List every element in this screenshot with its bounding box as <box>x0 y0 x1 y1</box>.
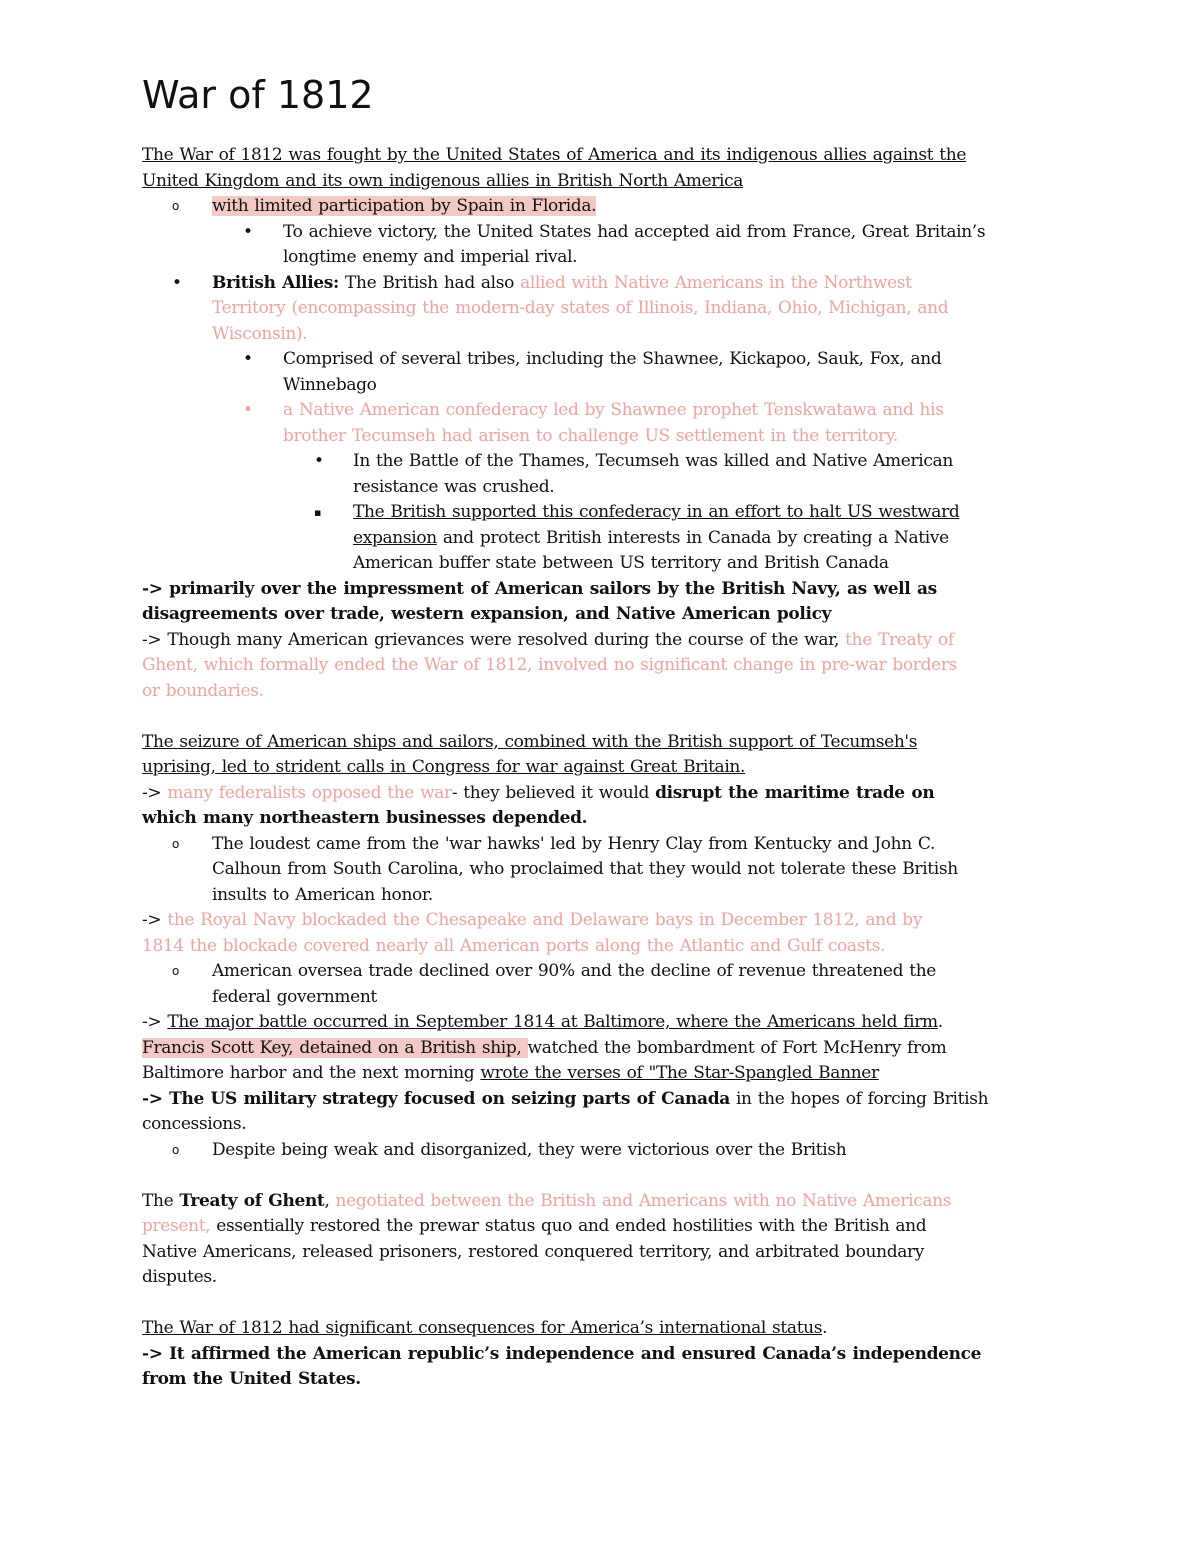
blockade-line-1 <box>142 908 1072 934</box>
british-allies-pink-3: Wisconsin). <box>212 323 308 344</box>
list-item-spain <box>142 194 1072 220</box>
circle-bullet-icon: o <box>172 1142 179 1157</box>
federalists-arrow: -> <box>142 782 168 803</box>
treaty-line-3: Native Americans, released prisoners, restored conquered territory, and arbitrated boundary <box>142 1241 925 1262</box>
support-line-2-text: and protect British interests in Canada by creating a Native <box>436 527 949 548</box>
victorious-line: Despite being weak and disorganized, they were victorious over the British <box>212 1139 847 1160</box>
impressment-line-2: disagreements over trade, western expansion, and Native American policy <box>142 604 832 624</box>
war-hawks-line-2: Calhoun from South Carolina, who proclaimed that they would not tolerate these British <box>212 859 958 879</box>
strategy-line-1 <box>142 1087 1072 1113</box>
spain-highlight: with limited participation by Spain in Florida. <box>212 196 597 216</box>
strategy-text: in the hopes of forcing British <box>729 1088 989 1109</box>
list-item-thames <box>142 449 1072 475</box>
consequences-underlined: The War of 1812 had significant consequences for America’s international status <box>142 1318 823 1338</box>
treaty-the: The <box>142 1190 180 1211</box>
spacer <box>142 1163 1072 1189</box>
support-line-2 <box>142 526 1072 552</box>
tribes-line-1: Comprised of several tribes, including the Shawnee, Kickapoo, Sauk, Fox, and <box>283 349 942 369</box>
trade-line-1: American oversea trade declined over 90% and the decline of revenue threatened the <box>212 961 937 981</box>
ghent-line-3: or boundaries. <box>142 680 264 701</box>
bullet-icon: • <box>314 451 324 471</box>
blockade-pink-2: 1814 the blockade covered nearly all American ports along the Atlantic and Gulf coasts. <box>142 935 885 956</box>
war-hawks-line-1: The loudest came from the 'war hawks' led by Henry Clay from Kentucky and John C. <box>212 833 936 854</box>
list-item-support <box>142 500 1072 526</box>
bullet-icon: • <box>243 349 253 369</box>
treaty-comma: , <box>324 1190 336 1211</box>
thames-line-2: resistance was crushed. <box>353 476 555 497</box>
seizure-line-1: The seizure of American ships and sailors, combined with the British support of Tecumseh's <box>142 731 918 752</box>
treaty-line-1 <box>142 1189 1072 1215</box>
british-allies-pink-2: Territory (encompassing the modern-day states of Illinois, Indiana, Ohio, Michigan, and <box>212 298 949 318</box>
federalists-line-1 <box>142 781 1072 807</box>
france-line-2: longtime enemy and imperial rival. <box>283 247 578 267</box>
strategy-line-2: concessions. <box>142 1114 247 1134</box>
key-highlight: Francis Scott Key, detained on a British ship, <box>142 1037 528 1058</box>
square-bullet-icon: ▪ <box>314 506 322 519</box>
federalists-text: - they believed it would <box>451 782 656 803</box>
key-line-1 <box>142 1036 1072 1062</box>
list-item-victorious <box>142 1138 1072 1164</box>
consequences-line <box>142 1316 1072 1342</box>
circle-bullet-icon: o <box>172 836 179 851</box>
treaty-line-4: disputes. <box>142 1267 217 1287</box>
key-line-2-text: Baltimore harbor and the next morning <box>142 1063 481 1083</box>
affirmed-line-2: from the United States. <box>142 1369 361 1389</box>
circle-bullet-icon: o <box>172 964 179 978</box>
federalists-pink: many federalists opposed the war <box>167 782 452 803</box>
federalists-bold-1: disrupt the maritime trade on <box>655 782 935 803</box>
list-item-france <box>142 220 1072 246</box>
war-hawks-line-3: insults to American honor. <box>212 884 433 905</box>
list-item-confederacy <box>142 398 1072 424</box>
tribes-line-2: Winnebago <box>283 374 377 395</box>
affirmed-line-1: -> It affirmed the American republic’s independence and ensured Canada’s independence <box>142 1343 982 1364</box>
treaty-line-2-text: essentially restored the prewar status quo and ended hostilities with the British and <box>210 1216 927 1236</box>
list-item-british-allies <box>142 271 1072 297</box>
france-line-1: To achieve victory, the United States had accepted aid from France, Great Britain’s <box>283 221 986 242</box>
support-expansion: expansion <box>353 527 437 548</box>
baltimore-line <box>142 1010 1072 1036</box>
key-line-2 <box>142 1061 1072 1087</box>
spacer <box>142 704 1072 730</box>
bullet-icon: • <box>172 272 182 293</box>
spacer <box>142 1291 1072 1317</box>
baltimore-arrow: -> <box>142 1012 168 1032</box>
baltimore-underlined: The major battle occurred in September 1814 at Baltimore, where the Americans held firm <box>167 1012 938 1032</box>
circle-bullet-icon: o <box>172 199 179 213</box>
list-item-trade <box>142 959 1072 985</box>
support-line-3: American buffer state between US territory and British Canada <box>353 553 889 573</box>
confederacy-line-2: brother Tecumseh had arisen to challenge US settlement in the territory. <box>283 425 898 446</box>
strategy-bold: -> The US military strategy focused on seizing parts of Canada <box>142 1088 730 1109</box>
support-line-1: The British supported this confederacy in an effort to halt US westward <box>353 502 960 522</box>
confederacy-line-1: a Native American confederacy led by Shawnee prophet Tenskwatawa and his <box>283 400 944 420</box>
page-title: War of 1812 <box>142 73 374 117</box>
list-item-war-hawks <box>142 832 1072 858</box>
federalists-bold-2: which many northeastern businesses depended. <box>142 808 588 828</box>
intro-line-1: The War of 1812 was fought by the United States of America and its indigenous allies against the <box>142 145 967 165</box>
ghent-line-1-pink: the Treaty of <box>845 629 954 650</box>
treaty-line-2 <box>142 1214 1072 1240</box>
intro-line-2: United Kingdom and its own indigenous allies in British North America <box>142 170 744 191</box>
bullet-icon: • <box>243 221 253 242</box>
consequences-end: . <box>822 1318 828 1338</box>
blockade-pink-1: the Royal Navy blockaded the Chesapeake and Delaware bays in December 1812, and by <box>167 910 923 930</box>
ghent-line-2: Ghent, which formally ended the War of 1812, involved no significant change in pre-war borders <box>142 655 957 675</box>
treaty-pink-1: negotiated between the British and Americans with no Native Americans <box>335 1190 952 1211</box>
impressment-line-1: -> primarily over the impressment of American sailors by the British Navy, as well as <box>142 578 937 599</box>
baltimore-end: . <box>937 1012 943 1032</box>
blockade-arrow: -> <box>142 910 168 930</box>
list-item-tribes <box>142 347 1072 373</box>
trade-line-2: federal government <box>212 986 377 1007</box>
document-body <box>142 143 1072 1393</box>
thames-line-1: In the Battle of the Thames, Tecumseh was killed and Native American <box>353 451 953 471</box>
ghent-line-1 <box>142 628 1072 654</box>
british-allies-label: British Allies: <box>212 272 339 293</box>
treaty-name: Treaty of Ghent <box>179 1190 325 1211</box>
british-allies-text: The British had also <box>338 272 521 293</box>
treaty-pink-2: present, <box>142 1216 211 1236</box>
bullet-icon: • <box>243 400 253 420</box>
british-allies-pink-1: allied with Native Americans in the Northwest <box>520 272 912 293</box>
ghent-line-1-text: -> Though many American grievances were resolved during the course of the war, <box>142 629 846 650</box>
key-line-1-text: watched the bombardment of Fort McHenry from <box>527 1037 947 1058</box>
key-line-2-underlined: wrote the verses of "The Star-Spangled Banner <box>480 1063 879 1083</box>
seizure-line-2: uprising, led to strident calls in Congress for war against Great Britain. <box>142 757 746 777</box>
